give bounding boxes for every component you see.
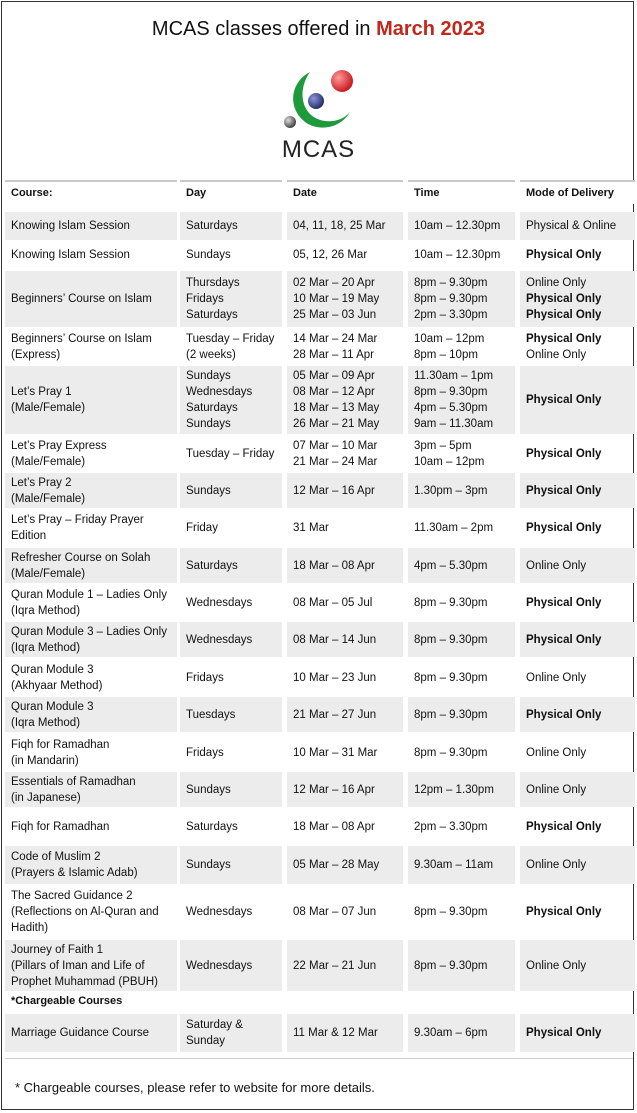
cell-mode [520,772,635,807]
date-line: 21 Mar – 27 Jun [293,708,377,721]
mode-line: Online Only [526,959,587,972]
mode-line: Online Only [526,349,587,361]
table-row [5,366,635,434]
cell-mode [520,241,635,269]
date-line: 18 Mar – 13 May [293,402,380,414]
table-row [5,436,635,471]
cell-date [287,366,403,434]
date-line: 02 Mar – 20 Apr [293,277,375,289]
table-row [5,585,635,620]
cell-course [5,887,177,937]
cell-date [287,473,403,508]
time-line: 4pm – 5.30pm [414,402,488,414]
day-line: Wednesdays [186,906,253,918]
table-row [5,810,635,844]
cell-day [180,473,282,508]
cell-mode [520,330,635,364]
course-line: Prophet Muhammad (PBUH) [11,975,158,988]
cell-time [408,436,515,471]
table-header [5,180,635,204]
mode-line: Physical Only [526,633,602,646]
cell-course [5,436,177,471]
cell-date [287,585,403,620]
time-line: 8pm – 9.30pm [414,906,488,918]
date-line: 11 Mar & 12 Mar [293,1027,378,1039]
cell-course [5,548,177,583]
course-line: (Male/Female) [11,492,86,505]
day-line: Wednesdays [186,386,253,398]
cell-time [408,622,515,657]
cell-course [5,473,177,508]
mode-line: Online Only [526,859,587,871]
cell-course [5,271,177,327]
date-line: 22 Mar – 21 Jun [293,959,377,972]
mode-line: Online Only [526,559,587,572]
table-row [5,772,635,807]
date-line: 10 Mar – 31 Mar [293,746,378,759]
date-line: 07 Mar – 10 Mar [293,439,378,452]
time-line: 9am – 11.30am [414,418,494,430]
course-line: (Male/Female) [11,402,86,414]
cell-time [408,772,515,807]
logo-text: MCAS [281,136,356,163]
cell-date [287,241,403,269]
course-line: (in Mandarin) [11,754,79,767]
course-line: Knowing Islam Session [11,249,130,261]
cell-course [5,510,177,545]
cell-day [180,735,282,770]
day-line: Sundays [186,370,231,382]
cell-time [408,1014,515,1052]
cell-mode [520,473,635,508]
mode-line: Physical Only [526,1027,602,1039]
time-line: 1.30pm – 3pm [414,484,488,497]
mode-line: Online Only [526,671,587,684]
time-line: 2pm – 3.30pm [414,821,488,833]
course-line: Knowing Islam Session [11,220,130,232]
mode-line: Physical Only [526,596,602,609]
time-line: 10am – 12pm [414,455,485,468]
course-line: Essentials of Ramadhan [11,775,136,788]
cell-mode [520,212,635,240]
table-row [5,330,635,364]
day-line: Thursdays [186,277,240,289]
cell-course [5,241,177,269]
cell-date [287,330,403,364]
course-line: Let’s Pray 2 [11,476,72,489]
cell-time [408,846,515,884]
course-line: Refresher Course on Solah [11,551,151,564]
course-line: (Iqra Method) [11,641,81,654]
header-mode: Mode of Delivery [520,180,635,204]
course-line: (Akhyaar Method) [11,679,103,692]
cell-mode [520,622,635,657]
course-line: Code of Muslim 2 [11,851,101,863]
time-line: 8pm – 9.30pm [414,746,488,759]
date-line: 10 Mar – 19 May [293,293,380,305]
time-line: 12pm – 1.30pm [414,783,494,796]
cell-date [287,436,403,471]
cell-time [408,887,515,937]
logo-blue-ball [308,93,324,109]
cell-mode [520,585,635,620]
day-line: (2 weeks) [186,349,236,361]
date-line: 05 Mar – 28 May [293,859,380,871]
mode-line: Online Only [526,277,587,289]
header-course: Course: [5,180,177,204]
table-row [5,241,635,269]
cell-course [5,585,177,620]
cell-course [5,366,177,434]
time-line: 8pm – 9.30pm [414,596,488,609]
course-line: Quran Module 3 – Ladies Only [11,625,167,638]
day-line: Saturdays [186,402,238,414]
cell-day [180,212,282,240]
table-row [5,1014,635,1052]
cell-mode [520,735,635,770]
time-line: 9.30am – 6pm [414,1027,488,1039]
course-line: (in Japanese) [11,791,81,804]
date-line: 12 Mar – 16 Apr [293,783,375,796]
day-line: Saturdays [186,821,238,833]
table-row [5,660,635,695]
footer-divider [5,1058,633,1059]
footnote: * Chargeable courses, please refer to website for more details. [15,1080,375,1095]
cell-day [180,271,282,327]
course-line: (Iqra Method) [11,716,81,729]
mode-line: Physical Only [526,521,602,534]
day-line: Saturdays [186,559,238,572]
table-row [5,622,635,657]
course-line: Let’s Pray Express [11,439,107,452]
course-line: Let’s Pray – Friday Prayer [11,513,144,526]
day-line: Sundays [186,783,231,796]
cell-date [287,772,403,807]
table-row [5,846,635,884]
cell-time [408,510,515,545]
course-line: Quran Module 3 [11,663,94,676]
day-line: Wednesdays [186,596,253,609]
table-row [5,735,635,770]
table-row [5,271,635,327]
date-line: 28 Mar – 11 Apr [293,349,374,361]
course-line: Journey of Faith 1 [11,943,104,956]
table-row [5,940,635,991]
cell-mode [520,1014,635,1052]
logo-red-ball [331,70,353,92]
cell-day [180,241,282,269]
cell-day [180,660,282,695]
course-line: Hadith) [11,922,49,934]
day-line: Fridays [186,293,224,305]
day-line: Tuesday – Friday [186,447,275,460]
table-row [5,473,635,508]
cell-day [180,846,282,884]
date-line: 25 Mar – 03 Jun [293,309,377,321]
course-line: (Prayers & Islamic Adab) [11,867,138,879]
day-line: Sundays [186,418,231,430]
cell-date [287,548,403,583]
cell-day [180,887,282,937]
cell-date [287,846,403,884]
table-row [5,697,635,732]
cell-mode [520,846,635,884]
table-row [5,887,635,937]
time-line: 8pm – 9.30pm [414,386,488,398]
date-line: 08 Mar – 07 Jun [293,906,377,918]
course-line: (Male/Female) [11,455,86,468]
time-line: 4pm – 5.30pm [414,559,488,572]
mode-line: Physical Only [526,394,602,406]
date-line: 18 Mar – 08 Apr [293,821,375,833]
table-row [5,548,635,583]
time-line: 8pm – 9.30pm [414,277,488,289]
cell-time [408,366,515,434]
cell-day [180,622,282,657]
date-line: 26 Mar – 21 May [293,418,380,430]
cell-time [408,810,515,844]
course-line: Fiqh for Ramadhan [11,738,110,751]
cell-course [5,810,177,844]
time-line: 8pm – 9.30pm [414,959,488,972]
cell-time [408,330,515,364]
date-line: 05, 12, 26 Mar [293,249,368,261]
time-line: 8pm – 9.30pm [414,633,488,646]
cell-mode [520,366,635,434]
day-line: Saturday & [186,1019,243,1031]
cell-date [287,697,403,732]
cell-mode [520,548,635,583]
date-line: 05 Mar – 09 Apr [293,370,375,382]
course-line: (Pillars of Iman and Life of [11,959,145,972]
header-date: Date [287,180,403,204]
cell-mode [520,271,635,327]
time-line: 10am – 12.30pm [414,220,501,232]
date-line: 08 Mar – 12 Apr [293,386,375,398]
course-line: (Express) [11,349,61,361]
mode-line: Physical Only [526,249,602,261]
cell-time [408,548,515,583]
cell-day [180,940,282,991]
cell-course [5,846,177,884]
date-line: 21 Mar – 24 Mar [293,455,378,468]
mode-line: Physical Only [526,333,602,345]
cell-course [5,735,177,770]
mode-line: Physical Only [526,484,602,497]
time-line: 3pm – 5pm [414,439,472,452]
time-line: 11.30am – 1pm [414,370,494,382]
cell-mode [520,510,635,545]
cell-date [287,810,403,844]
date-line: 14 Mar – 24 Mar [293,333,378,345]
course-line: The Sacred Guidance 2 [11,890,133,902]
date-line: 18 Mar – 08 Apr [293,559,375,572]
cell-day [180,1014,282,1052]
mode-line: Physical Only [526,906,602,918]
day-line: Sundays [186,859,231,871]
time-line: 9.30am – 11am [414,859,494,871]
course-line: Quran Module 1 – Ladies Only [11,588,167,601]
date-line: 08 Mar – 14 Jun [293,633,377,646]
time-line: 10am – 12pm [414,333,485,345]
table-row [5,212,635,240]
cell-date [287,887,403,937]
cell-date [287,940,403,991]
cell-mode [520,810,635,844]
date-line: 12 Mar – 16 Apr [293,484,375,497]
cell-date [287,735,403,770]
cell-time [408,212,515,240]
time-line: 8pm – 10pm [414,349,478,361]
course-line: (Reflections on Al-Quran and [11,906,159,918]
course-line: Quran Module 3 [11,700,94,713]
mode-line: Physical Only [526,708,602,721]
day-line: Tuesday – Friday [186,333,275,345]
cell-date [287,271,403,327]
table-row [5,510,635,545]
course-line: Marriage Guidance Course [11,1027,150,1039]
day-line: Wednesdays [186,633,253,646]
cell-time [408,241,515,269]
course-line: Edition [11,529,47,542]
cell-mode [520,887,635,937]
cell-mode [520,697,635,732]
date-line: 31 Mar [293,521,329,534]
time-line: 8pm – 9.30pm [414,671,488,684]
day-line: Saturdays [186,220,238,232]
cell-day [180,366,282,434]
course-line: Beginners’ Course on Islam [11,333,152,345]
date-line: 04, 11, 18, 25 Mar [293,220,386,232]
cell-mode [520,436,635,471]
day-line: Sundays [186,249,231,261]
date-line: 10 Mar – 23 Jun [293,671,377,684]
cell-course [5,212,177,240]
chargeable-label: *Chargeable Courses [11,995,123,1007]
cell-course [5,772,177,807]
course-line: Fiqh for Ramadhan [11,821,110,833]
cell-time [408,585,515,620]
cell-date [287,622,403,657]
cell-day [180,585,282,620]
day-line: Tuesdays [186,708,236,721]
mode-line: Online Only [526,783,587,796]
mode-line: Physical Only [526,821,602,833]
course-line: (Male/Female) [11,567,86,580]
cell-day [180,772,282,807]
mode-line: Physical Only [526,309,602,321]
time-line: 8pm – 9.30pm [414,293,488,305]
day-line: Friday [186,521,218,534]
cell-course [5,660,177,695]
day-line: Wednesdays [186,959,253,972]
date-line: 08 Mar – 05 Jul [293,596,373,609]
cell-day [180,548,282,583]
cell-time [408,735,515,770]
day-line: Saturdays [186,309,238,321]
cell-course [5,330,177,364]
cell-time [408,660,515,695]
title-month: March 2023 [376,18,486,40]
time-line: 2pm – 3.30pm [414,309,488,321]
mode-line: Online Only [526,746,587,759]
title-text: MCAS classes offered in [151,18,377,40]
day-line: Sundays [186,484,231,497]
day-line: Sunday [186,1035,226,1047]
cell-mode [520,660,635,695]
day-line: Fridays [186,671,224,684]
time-line: 8pm – 9.30pm [414,708,488,721]
cell-date [287,212,403,240]
logo-grey-ball [284,116,296,128]
cell-course [5,940,177,991]
course-line: Beginners’ Course on Islam [11,293,152,305]
cell-course [5,622,177,657]
cell-day [180,510,282,545]
mode-line: Physical Only [526,293,602,305]
cell-date [287,510,403,545]
cell-date [287,660,403,695]
cell-time [408,940,515,991]
cell-day [180,810,282,844]
mode-line: Physical Only [526,447,602,460]
cell-date [287,1014,403,1052]
cell-day [180,436,282,471]
cell-mode [520,940,635,991]
cell-time [408,271,515,327]
header-time: Time [408,180,515,204]
course-line: (Iqra Method) [11,604,81,617]
page-title [0,18,637,41]
day-line: Fridays [186,746,224,759]
cell-course [5,697,177,732]
time-line: 11.30am – 2pm [414,521,494,534]
cell-day [180,330,282,364]
cell-day [180,697,282,732]
header-day: Day [180,180,282,204]
cell-time [408,697,515,732]
course-line: Let’s Pray 1 [11,386,72,398]
mode-line: Physical & Online [526,220,617,232]
time-line: 10am – 12.30pm [414,249,501,261]
cell-course [5,1014,177,1052]
cell-time [408,473,515,508]
